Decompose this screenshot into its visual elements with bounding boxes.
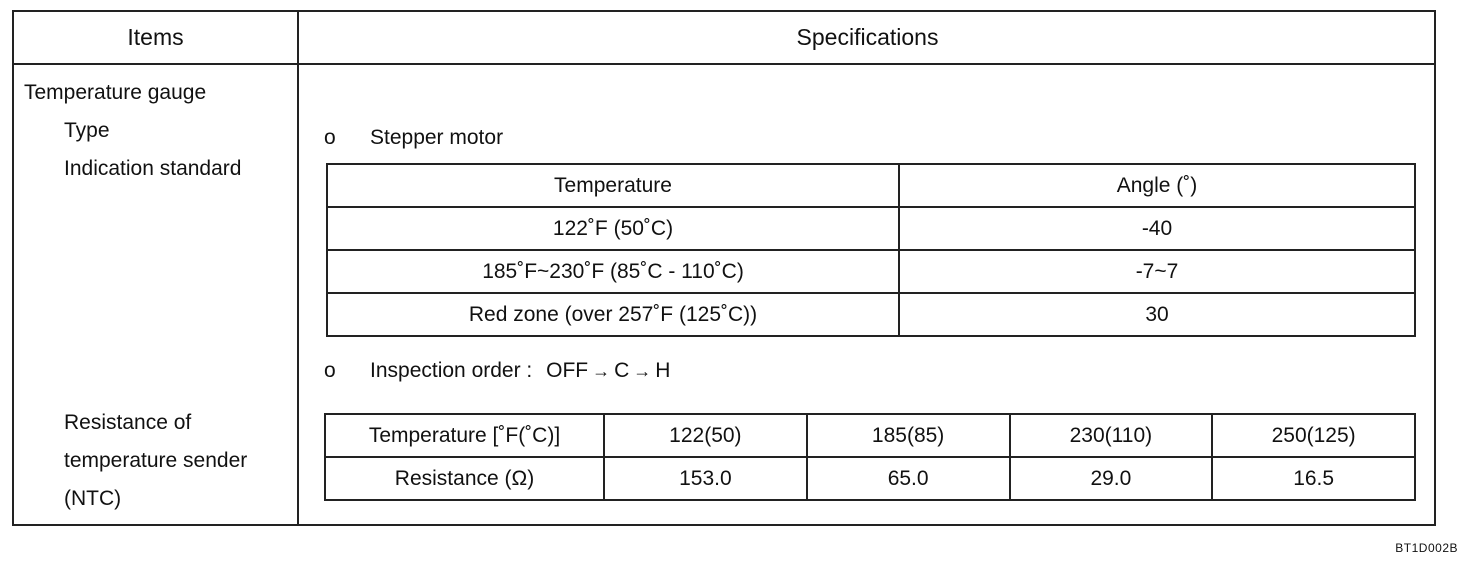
inspection-label: Inspection order : (370, 359, 533, 382)
inspection-order (324, 356, 670, 386)
specifications-header: Specifications (796, 24, 939, 50)
column-divider (297, 12, 299, 524)
table-cell: 16.5 (1212, 457, 1415, 500)
table-row (327, 293, 1415, 336)
table-row (327, 164, 1415, 207)
table-cell: 29.0 (1010, 457, 1213, 500)
table-row (327, 250, 1415, 293)
table-cell: 65.0 (807, 457, 1010, 500)
table-header-cell: Temperature (327, 164, 899, 207)
items-header: Items (127, 24, 184, 50)
table-cell: -7~7 (899, 250, 1415, 293)
item-temperature-gauge: Temperature gauge (24, 81, 207, 104)
table-cell: 122˚F (50˚C) (327, 207, 899, 250)
table-cell: Red zone (over 257˚F (125˚C)) (327, 293, 899, 336)
bullet-mark: o (324, 126, 336, 149)
table-row (325, 414, 1415, 457)
bullet-mark: o (324, 359, 336, 382)
inspection-step: OFF (546, 359, 589, 382)
table-cell: 250(125) (1212, 414, 1415, 457)
table-cell: 153.0 (604, 457, 807, 500)
item-resistance-line-3: (NTC) (64, 487, 122, 510)
spec-table-frame (12, 10, 1436, 526)
inspection-step: C (614, 359, 630, 382)
table-header-cell: Temperature [˚F(˚C)] (325, 414, 604, 457)
table-cell: -40 (899, 207, 1415, 250)
right-arrow-icon: → (633, 361, 652, 381)
type-spec (324, 123, 503, 153)
type-value: Stepper motor (370, 126, 504, 149)
table-cell: 185(85) (807, 414, 1010, 457)
table-header-cell: Angle (˚) (899, 164, 1415, 207)
table-cell: 230(110) (1010, 414, 1213, 457)
inspection-step: H (655, 359, 671, 382)
table-row (325, 457, 1415, 500)
angle-table (326, 163, 1416, 337)
header-divider (14, 63, 1434, 65)
table-cell: 185˚F~230˚F (85˚C - 110˚C) (327, 250, 899, 293)
figure-code: BT1D002B (1395, 541, 1458, 555)
item-indication-standard: Indication standard (64, 157, 242, 180)
item-resistance-line-2: temperature sender (64, 449, 248, 472)
table-cell: 122(50) (604, 414, 807, 457)
table-cell: 30 (899, 293, 1415, 336)
item-resistance-line-1: Resistance of (64, 411, 192, 434)
table-header-cell: Resistance (Ω) (325, 457, 604, 500)
right-arrow-icon: → (592, 361, 611, 381)
resistance-table (324, 413, 1416, 501)
item-type: Type (64, 119, 110, 142)
table-row (327, 207, 1415, 250)
